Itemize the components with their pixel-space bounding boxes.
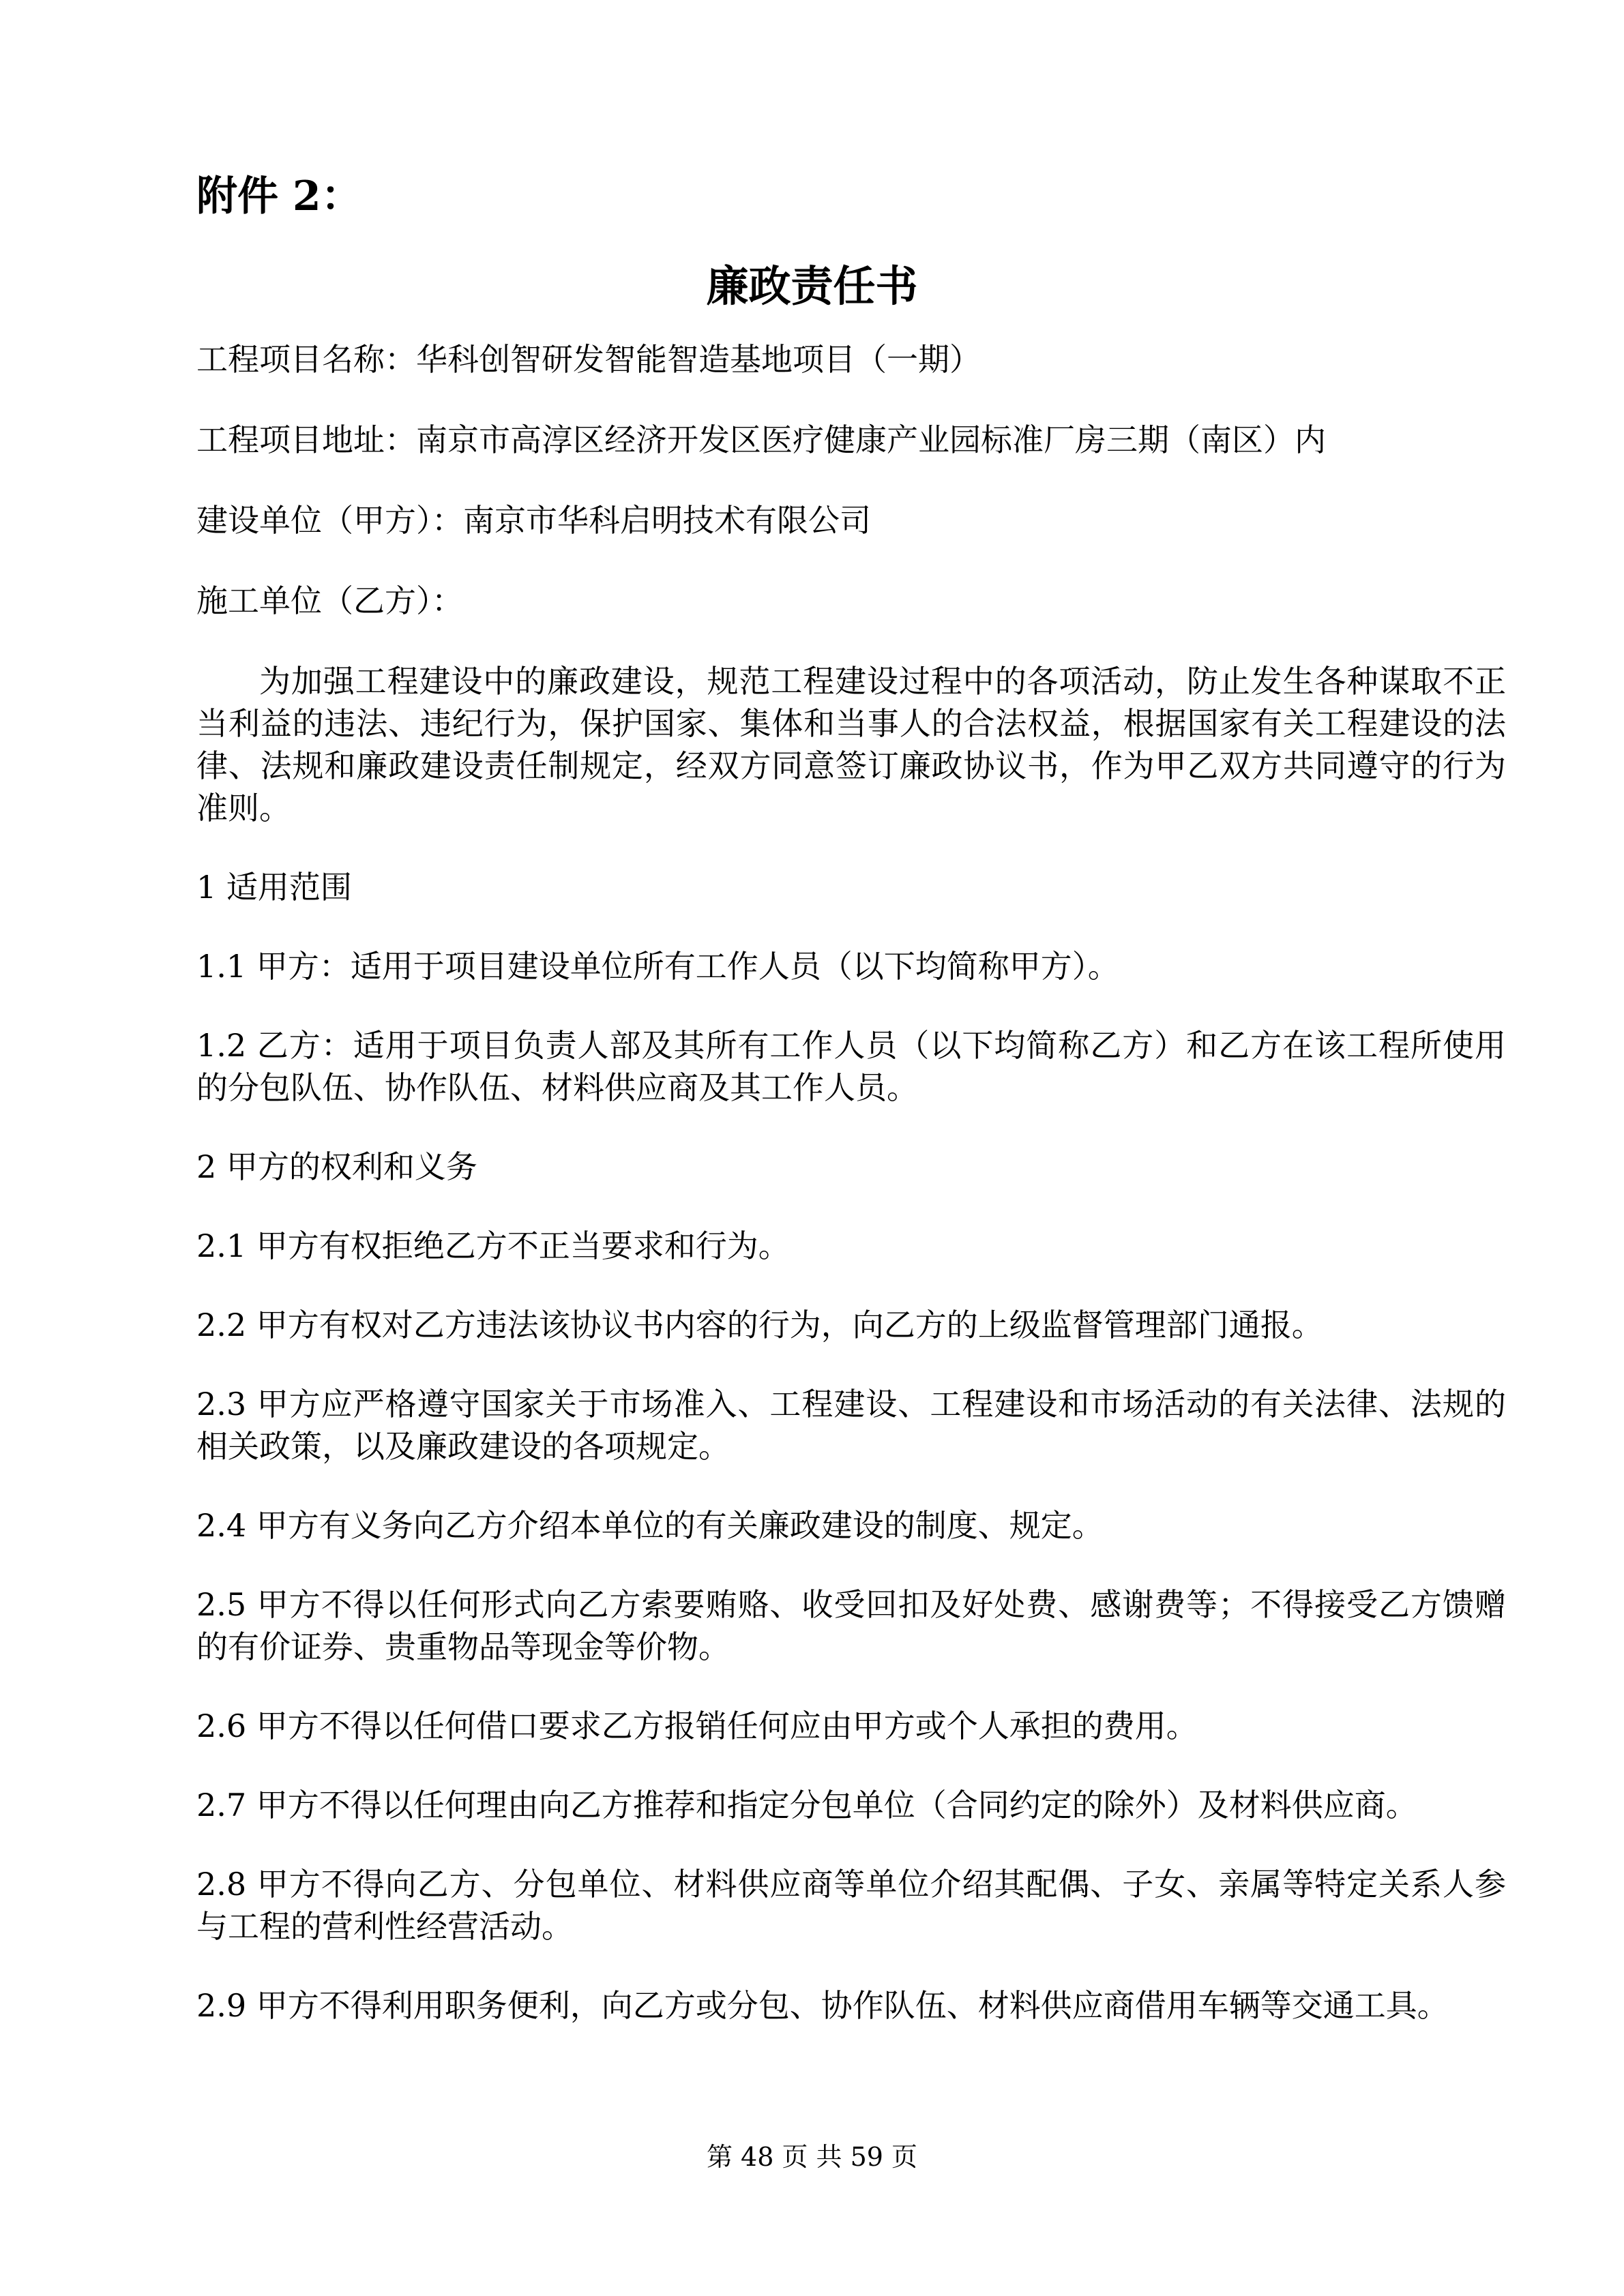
clause-paragraph: 1.2 乙方：适用于项目负责人部及其所有工作人员（以下均简称乙方）和乙方在该工程所使用的分包队伍、协作队伍、材料供应商及其工作人员。 [196,1027,1506,1106]
clause-paragraph: 2.1 甲方有权拒绝乙方不正当要求和行为。 [196,1227,790,1264]
project-name: 工程项目名称：华科创智研发智能智造基地项目（一期） [196,341,981,378]
preamble-paragraph: 为加强工程建设中的廉政建设，规范工程建设过程中的各项活动，防止发生各种谋取不正当利益的违法、违纪行为，保护国家、集体和当事人的合法权益，根据国家有关工程建设的法律、法规和廉政建设责任制规定，经双方同意签订廉政协议书，作为甲乙双方共同遵守的行为准则。 [196,663,1506,826]
attachment-label: 附件 2： [196,173,362,220]
clause-paragraph: 1.1 甲方：适用于项目建设单位所有工作人员（以下均简称甲方）。 [196,948,1119,985]
section-heading: 2 甲方的权利和义务 [196,1148,477,1185]
clause-paragraph: 2.2 甲方有权对乙方违法该协议书内容的行为，向乙方的上级监督管理部门通报。 [196,1307,1323,1343]
clause-paragraph: 2.9 甲方不得利用职务便利，向乙方或分包、协作队伍、材料供应商借用车辆等交通工具。 [196,1987,1449,2024]
party-b: 施工单位（乙方）： [196,582,463,619]
clause-paragraph: 2.4 甲方有义务向乙方介绍本单位的有关廉政建设的制度、规定。 [196,1507,1104,1544]
party-a: 建设单位（甲方）：南京市华科启明技术有限公司 [196,502,871,539]
document-body [196,338,1506,2063]
document-title: 廉政责任书 [706,261,918,311]
page-number: 第 48 页 共 59 页 [706,2142,918,2172]
clause-paragraph: 2.7 甲方不得以任何理由向乙方推荐和指定分包单位（合同约定的除外）及材料供应商。 [196,1787,1417,1823]
section-heading: 1 适用范围 [196,869,352,906]
project-address: 工程项目地址：南京市高淳区经济开发区医疗健康产业园标准厂房三期（南区）内 [196,421,1326,458]
clause-paragraph: 2.5 甲方不得以任何形式向乙方索要贿赂、收受回扣及好处费、感谢费等；不得接受乙方馈赠的有价证券、贵重物品等现金等价物。 [196,1586,1506,1665]
clause-paragraph: 2.3 甲方应严格遵守国家关于市场准入、工程建设、工程建设和市场活动的有关法律、法规的相关政策，以及廉政建设的各项规定。 [196,1386,1506,1465]
clause-paragraph: 2.8 甲方不得向乙方、分包单位、材料供应商等单位介绍其配偶、子女、亲属等特定关系人参与工程的营利性经营活动。 [196,1866,1506,1945]
clause-paragraph: 2.6 甲方不得以任何借口要求乙方报销任何应由甲方或个人承担的费用。 [196,1708,1198,1744]
